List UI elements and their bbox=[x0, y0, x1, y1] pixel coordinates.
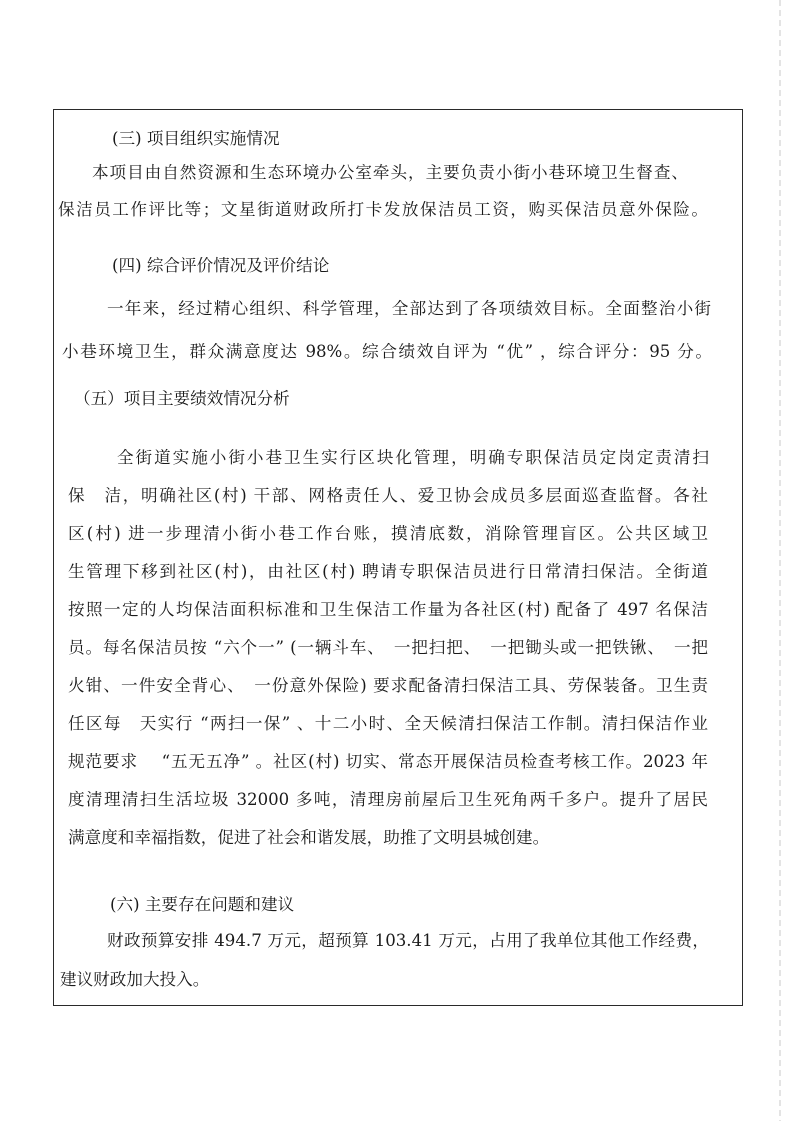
section-5-line-7: 火钳、一件安全背心、 一份意外保险) 要求配备清扫保洁工具、劳保装备。卫生责 bbox=[68, 676, 708, 695]
section-5-line-3: 区(村) 进一步理清小街小巷工作台账，摸清底数，消除管理盲区。公共区域卫 bbox=[68, 524, 708, 543]
section-3-line-1: 本项目由自然资源和生态环境办公室牵头，主要负责小街小巷环境卫生督查、 bbox=[92, 163, 688, 182]
section-3-line-2: 保洁员工作评比等；文星街道财政所打卡发放保洁员工资，购买保洁员意外保险。 bbox=[58, 200, 708, 219]
section-6-heading: (六) 主要存在问题和建议 bbox=[110, 895, 295, 914]
section-5-line-4: 生管理下移到社区(村)，由社区(村) 聘请专职保洁员进行日常清扫保洁。全街道 bbox=[68, 562, 708, 581]
section-5-line-8: 任区每 天实行 “两扫一保” 、十二小时、全天候清扫保洁工作制。清扫保洁作业 bbox=[68, 714, 708, 733]
section-4-heading: (四) 综合评价情况及评价结论 bbox=[112, 256, 330, 275]
section-5-line-2: 保 洁，明确社区(村) 干部、网格责任人、爱卫协会成员多层面巡查监督。各社 bbox=[68, 486, 708, 505]
section-5-line-11: 满意度和幸福指数，促进了社会和谐发展，助推了文明县城创建。 bbox=[68, 828, 550, 847]
scan-edge-artifact bbox=[779, 0, 781, 1121]
section-3-heading: (三) 项目组织实施情况 bbox=[112, 129, 280, 148]
section-5-line-1: 全街道实施小街小巷卫生实行区块化管理，明确专职保洁员定岗定责清扫 bbox=[117, 448, 709, 467]
section-6-line-2: 建议财政加大投入。 bbox=[60, 970, 210, 989]
section-5-line-10: 度清理清扫生活垃圾 32000 多吨，清理房前屋后卫生死角两千多户。提升了居民 bbox=[68, 790, 708, 809]
section-5-line-6: 员。每名保洁员按 “六个一” (一辆斗车、 一把扫把、 一把锄头或一把铁锹、 一把 bbox=[68, 638, 708, 657]
section-5-heading: （五）项目主要绩效情况分析 bbox=[74, 389, 290, 408]
section-4-line-2: 小巷环境卫生，群众满意度达 98%。综合绩效自评为 “优” ，综合评分：95 分。 bbox=[62, 342, 712, 361]
section-4-line-1: 一年来，经过精心组织、科学管理，全部达到了各项绩效目标。全面整治小街 bbox=[107, 299, 711, 318]
document-frame bbox=[53, 109, 743, 1006]
section-5-line-5: 按照一定的人均保洁面积标准和卫生保洁工作量为各社区(村) 配备了 497 名保洁 bbox=[68, 600, 708, 619]
section-6-line-1: 财政预算安排 494.7 万元，超预算 103.41 万元，占用了我单位其他工作经费， bbox=[107, 931, 709, 950]
section-5-line-9: 规范要求 “五无五净” 。社区(村) 切实、常态开展保洁员检查考核工作。2023 年 bbox=[68, 752, 708, 771]
